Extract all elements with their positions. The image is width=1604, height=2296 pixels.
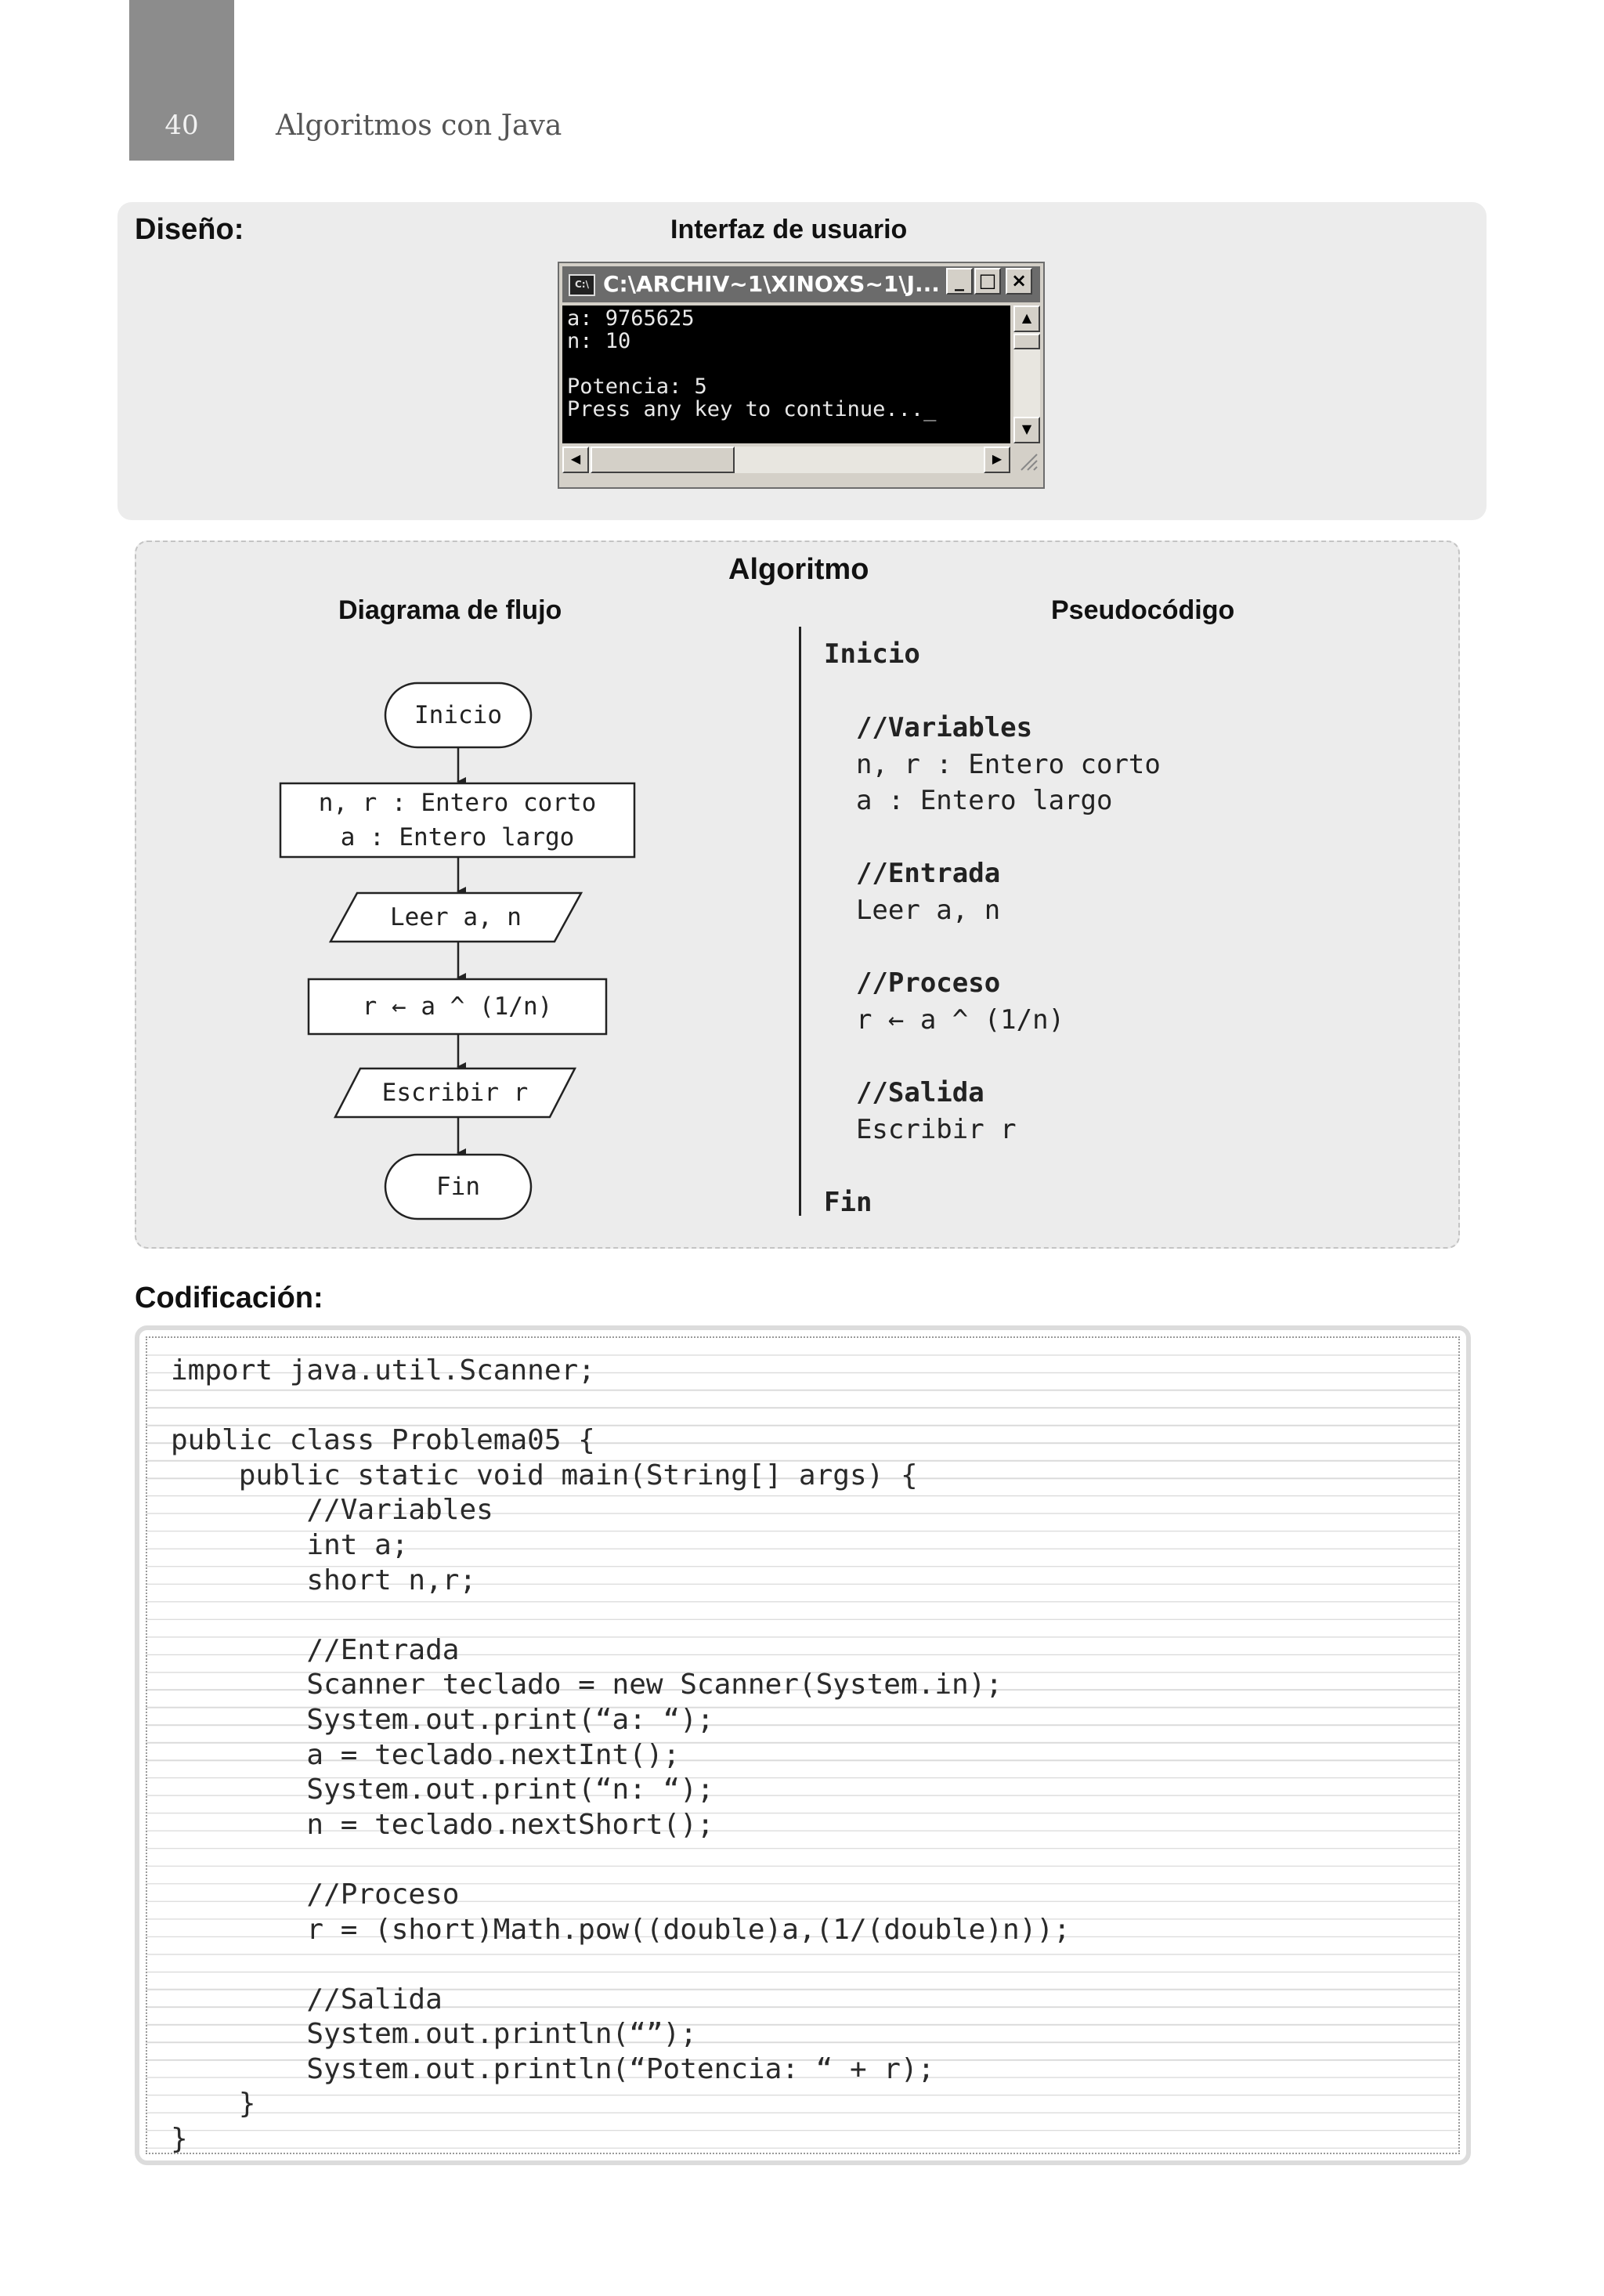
console-line: Potencia: 5 — [567, 374, 707, 399]
pseudo-line: //Entrada — [824, 858, 1001, 889]
code-line: System.out.print(“n: “); — [171, 1774, 714, 1806]
pseudo-line: a : Entero largo — [824, 785, 1113, 816]
console-line — [567, 353, 1006, 375]
resize-grip-icon[interactable] — [1013, 447, 1040, 473]
code-line: } — [171, 2088, 256, 2121]
code-line: System.out.print(“a: “); — [171, 1703, 714, 1736]
column-divider — [799, 627, 801, 1216]
code-line: public static void main(String[] args) { — [171, 1459, 918, 1491]
maximize-button[interactable]: □ — [974, 268, 1001, 295]
console-window — [558, 262, 1045, 489]
scroll-left-icon[interactable]: ◀ — [562, 447, 589, 473]
algorithm-title: Algoritmo — [728, 553, 869, 586]
pseudo-line: //Salida — [824, 1077, 984, 1108]
code-line: r = (short)Math.pow((double)a,(1/(double)n)); — [171, 1913, 1071, 1946]
flowchart-title: Diagrama de flujo — [338, 595, 562, 625]
code-line — [171, 1842, 1071, 1878]
console-line: n: 10 — [567, 329, 631, 353]
flow-declare-1: n, r : Entero corto — [318, 789, 597, 817]
pseudo-line: //Proceso — [824, 967, 1001, 999]
code-line — [171, 1947, 1071, 1983]
code-line: System.out.println(“”); — [171, 2018, 697, 2051]
horizontal-scrollbar[interactable] — [562, 447, 1010, 473]
scroll-right-icon[interactable]: ▶ — [984, 447, 1010, 473]
pseudo-line: Inicio — [824, 638, 920, 670]
code-line: n = teclado.nextShort(); — [171, 1808, 714, 1841]
flow-process: r ← a ^ (1/n) — [362, 993, 553, 1021]
flow-output: Escribir r — [381, 1079, 529, 1107]
minimize-button[interactable]: _ — [946, 268, 973, 295]
pseudo-line: Leer a, n — [824, 895, 1001, 926]
code-line: short n,r; — [171, 1564, 477, 1596]
code-line: public class Problema05 { — [171, 1424, 595, 1457]
horizontal-scroll-thumb[interactable] — [591, 447, 735, 473]
console-system-icon: C:\ — [569, 274, 595, 296]
code-line: } — [171, 2123, 188, 2156]
console-line: Press any key to continue..._ — [567, 397, 937, 421]
running-title: Algoritmos con Java — [276, 110, 562, 142]
code-line: Scanner teclado = new Scanner(System.in); — [171, 1669, 1003, 1701]
scroll-up-icon[interactable]: ▲ — [1013, 306, 1040, 332]
design-label: Diseño: — [135, 213, 244, 246]
code-line — [171, 1389, 1071, 1424]
code-line: //Proceso — [171, 1878, 460, 1911]
ui-label: Interfaz de usuario — [670, 215, 908, 244]
code-line: a = teclado.nextInt(); — [171, 1738, 681, 1771]
code-line: import java.util.Scanner; — [171, 1354, 595, 1387]
flow-end: Fin — [436, 1173, 480, 1201]
code-line: //Entrada — [171, 1633, 460, 1666]
console-title: C:\ARCHIV~1\XINOXS~1\J... — [603, 271, 940, 297]
pseudo-line: Fin — [824, 1187, 872, 1218]
console-output — [562, 306, 1010, 443]
flowchart-shapes — [266, 674, 674, 1238]
code-area — [146, 1336, 1460, 2154]
code-line: //Variables — [171, 1494, 493, 1527]
vertical-scrollbar[interactable] — [1013, 306, 1040, 443]
flow-start: Inicio — [414, 701, 502, 729]
code-listing — [171, 1354, 1071, 2157]
pseudo-line: Escribir r — [824, 1114, 1017, 1145]
page-number: 40 — [164, 110, 199, 141]
vertical-scroll-thumb[interactable] — [1013, 334, 1040, 349]
pseudo-line: r ← a ^ (1/n) — [824, 1004, 1065, 1036]
code-line: System.out.println(“Potencia: “ + r); — [171, 2052, 935, 2085]
code-panel — [135, 1325, 1471, 2165]
pseudocode-title: Pseudocódigo — [1051, 595, 1235, 625]
scroll-down-icon[interactable]: ▼ — [1013, 417, 1040, 443]
coding-label: Codificación: — [135, 1282, 323, 1314]
pseudo-line: //Variables — [824, 712, 1033, 743]
code-line: //Salida — [171, 1983, 443, 2016]
console-line: a: 9765625 — [567, 306, 695, 331]
pseudo-line: n, r : Entero corto — [824, 749, 1161, 780]
code-line: int a; — [171, 1528, 409, 1561]
code-line — [171, 1598, 1071, 1633]
close-button[interactable]: × — [1006, 268, 1032, 295]
flow-input: Leer a, n — [390, 903, 522, 931]
flow-declare-2: a : Entero largo — [340, 823, 575, 852]
